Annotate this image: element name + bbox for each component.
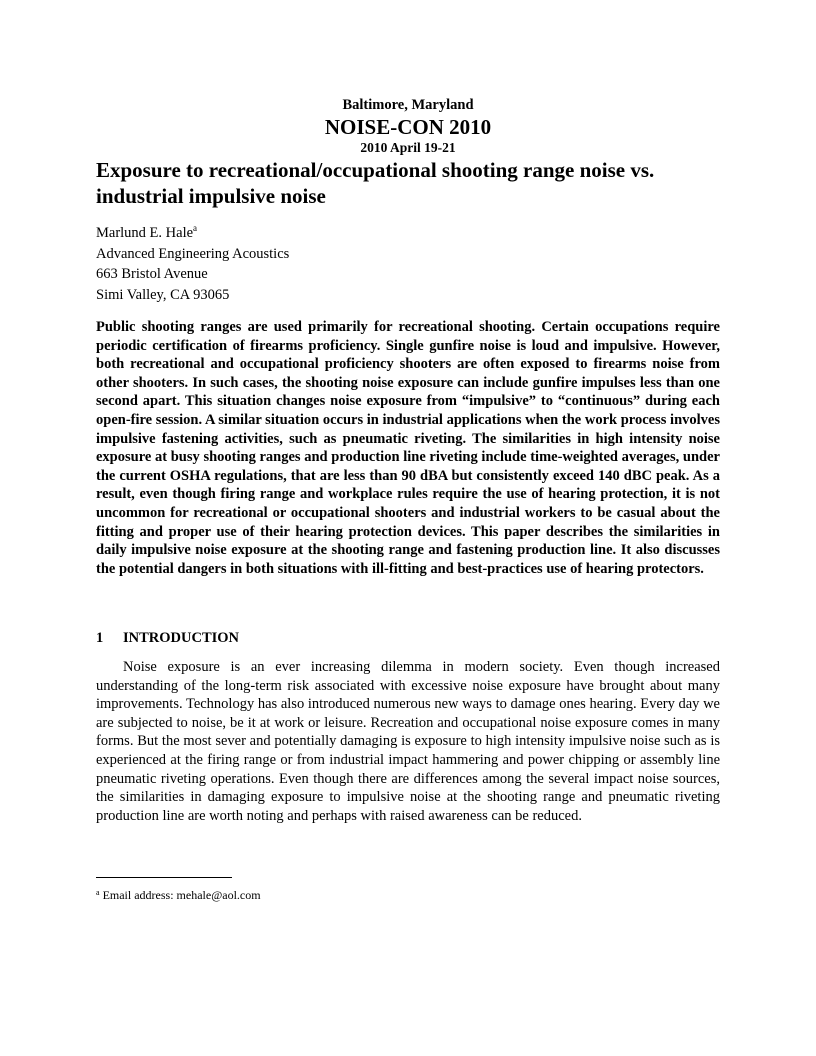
author-block [96,223,596,305]
author-footnote-marker: a [193,223,198,233]
author-name: Marlund E. Hale [96,225,194,241]
author-street: 663 Bristol Avenue [96,266,208,282]
footnote-marker: a [96,888,100,897]
author-line [96,223,596,244]
conference-name: NOISE-CON 2010 [324,115,492,139]
footnote-divider [96,877,232,878]
conference-date: 2010 April 19-21 [360,140,456,155]
abstract: Public shooting ranges are used primarily for recreational shooting. Certain occupations require periodic certification of firearms proficiency. Single gunfire noise is loud and impulsive. However, both recreational and occupational proficiency shooters are often exposed to firearms noise from other shooters. In such cases, the shooting noise exposure can include gunfire impulses less than one second apart. This situation changes noise exposure from “impulsive” to “continuous” during each open-fire session. A similar situation occurs in industrial applications when the work process involves impulsive fastening activities, such as pneumatic riveting. The similarities in high intensity noise exposure at busy shooting ranges and production line riveting include time-weighted averages, under the current OSHA regulations, that are less than 90 dBA but consistently exceed 140 dBC peak. As a result, even though firing range and workplace rules require the use of hearing protection, it is not uncommon for recreational or occupational shooters and industrial workers to be casual about the fitting and proper use of their hearing protection devices. This paper describes the similarities in daily impulsive noise exposure at the shooting range and fastening production line. It also discusses the potential dangers in both situations with ill-fitting and best-practices use of hearing protectors. [96,319,720,577]
section-number: 1 [96,630,104,646]
section-title: INTRODUCTION [123,630,240,646]
section-heading [96,629,720,647]
introduction-paragraph: Noise exposure is an ever increasing dilemma in modern society. Even though increased understanding of the long-term risk associated with excessive noise exposure have brought about many improvements. Technology has also introduced numerous new ways to damage ones hearing. Every day we are subjected to noise, be it at work or leisure. Recreation and occupational noise exposure comes in many forms. But the most sever and potentially damaging is exposure to high intensity impulsive noise such as is experienced at the firing range or from industrial impact hammering and power chipping or assembly line pneumatic riveting operations. Even though there are differences among the several impact noise sources, the similarities in damaging exposure to impulsive noise at the shooting range and pneumatic riveting production line are worth noting and perhaps with raised awareness can be reduced. [96,659,720,824]
paper-title: Exposure to recreational/occupational shooting range noise vs. industrial impulsive noise [96,158,655,208]
author-city: Simi Valley, CA 93065 [96,286,230,303]
author-organization: Advanced Engineering Acoustics [96,245,290,262]
footnote-text: Email address: mehale@aol.com [102,888,261,902]
footnote [96,888,696,903]
conference-location: Baltimore, Maryland [342,97,474,113]
